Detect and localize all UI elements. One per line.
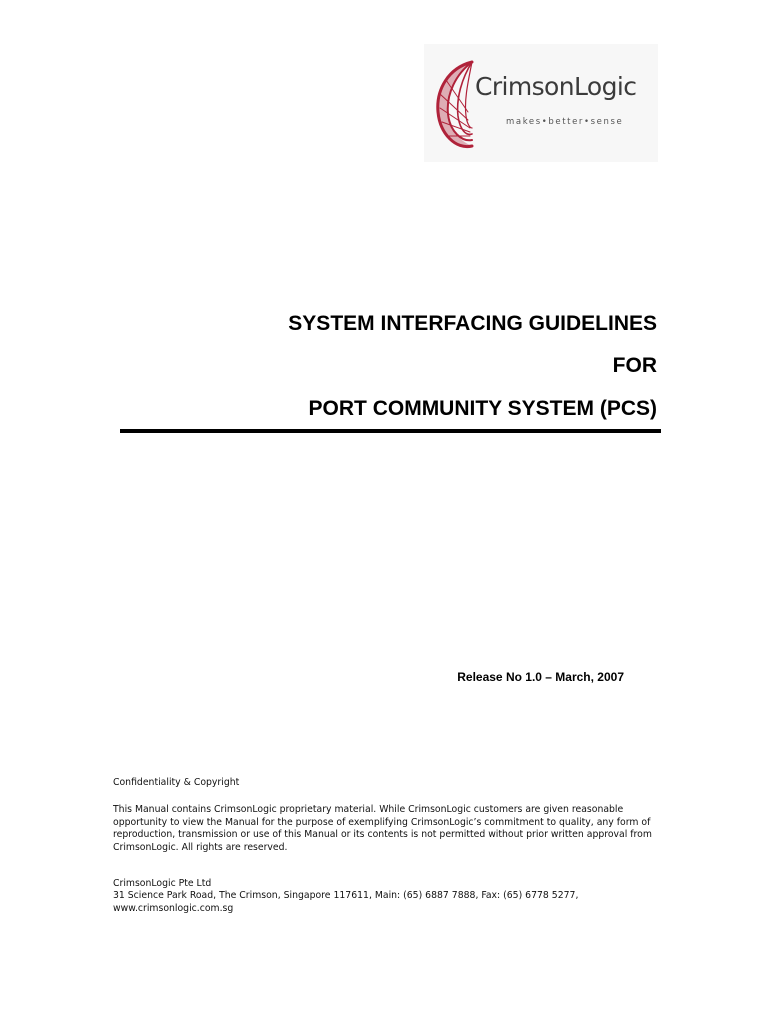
- confidentiality-heading: Confidentiality & Copyright: [113, 777, 240, 788]
- document-title-line-2: FOR: [612, 354, 657, 377]
- release-info: Release No 1.0 – March, 2007: [457, 670, 624, 684]
- company-name: CrimsonLogic Pte Ltd: [113, 878, 212, 889]
- document-title-line-1: SYSTEM INTERFACING GUIDELINES: [288, 312, 657, 335]
- logo-tagline: makes•better•sense: [506, 117, 624, 127]
- title-divider: [120, 429, 661, 433]
- logo-wordmark: CrimsonLogic: [475, 72, 637, 101]
- company-website: www.crimsonlogic.com.sg: [113, 903, 234, 914]
- company-logo: [424, 44, 658, 162]
- document-title-line-3: PORT COMMUNITY SYSTEM (PCS): [308, 397, 657, 420]
- company-address: 31 Science Park Road, The Crimson, Singapore 117611, Main: (65) 6887 7888, Fax: (65) 6778 5277,: [113, 890, 579, 901]
- confidentiality-notice: This Manual contains CrimsonLogic proprietary material. While CrimsonLogic customers are given reasonable opportunity to view the Manual for the purpose of exemplifying CrimsonLogic’s commitment to quality, any form of reproduction, transmission or use of this Manual or its contents is not permitted without prior written approval from CrimsonLogic. All rights are reserved.: [113, 804, 652, 853]
